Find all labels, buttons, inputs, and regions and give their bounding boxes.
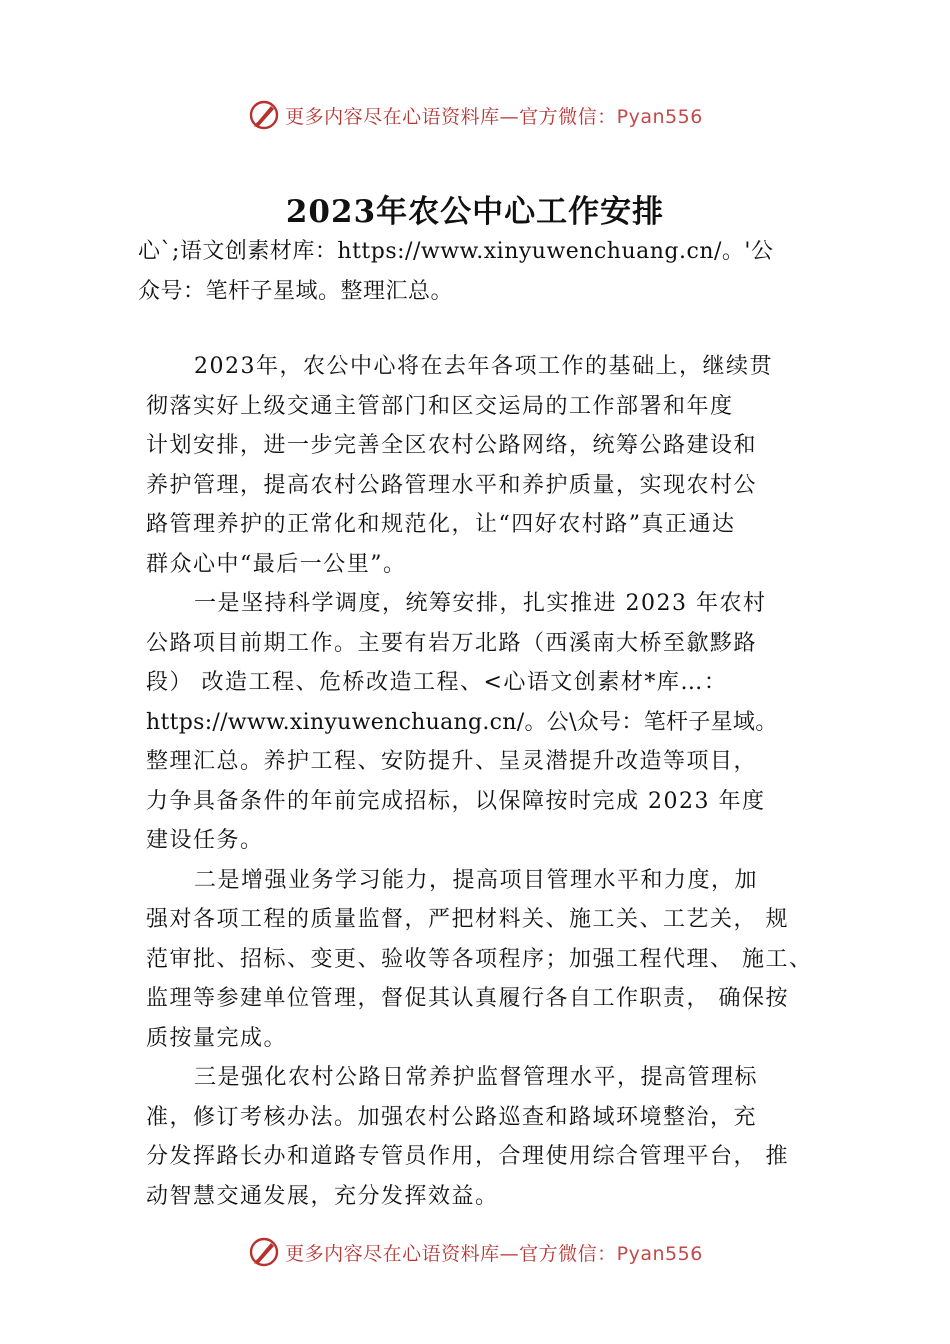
text-line: 路管理养护的正常化和规范化，让“四好农村路”真正通达 — [146, 512, 736, 537]
text-line: 段） 改造工程、危桥改造工程、<心语文创素材*库…： — [146, 670, 728, 695]
document-body — [138, 232, 836, 1216]
text-line: 三是强化农村公路日常养护监督管理水平，提高管理标 — [194, 1065, 759, 1090]
paragraph-intro — [146, 347, 836, 584]
text-line: 质按量完成。 — [146, 1025, 288, 1051]
paragraph-three — [146, 1058, 836, 1216]
source-note-line: 心`;语文创素材库：https://www.xinyuwenchuang.cn/。'公 — [138, 239, 774, 264]
banner-text: 更多内容尽在心语资料库—官方微信：Pyan556 — [285, 105, 703, 128]
wechat-id: Pyan556 — [616, 105, 703, 128]
text-line: 整理汇总。养护工程、安防提升、呈灵潜提升改造等项目， — [146, 749, 758, 774]
footer-banner — [0, 1232, 950, 1272]
text-line: 二是增强业务学习能力，提高项目管理水平和力度，加 — [194, 867, 759, 893]
text-line: 公路项目前期工作。主要有岩万北路（西溪南大桥至歙黟路 — [146, 630, 758, 656]
text-line: 动智慧交通发展，充分发挥效益。 — [146, 1183, 499, 1209]
text-line: 分发挥路长办和道路专管员作用，合理使用综合管理平台， 推 — [146, 1144, 789, 1169]
paragraph-two — [146, 861, 836, 1059]
page-title: 2023年农公中心工作安排 — [285, 194, 665, 230]
text-line: 监理等参建单位管理，督促其认真履行各自工作职责， 确保按 — [146, 986, 789, 1011]
header-banner — [0, 95, 950, 135]
text-line: 养护管理，提高农村公路管理水平和养护质量，实现农村公 — [146, 472, 758, 498]
text-line: 强对各项工程的质量监督，严把材料关、施工关、工艺关， 规 — [146, 907, 789, 932]
text-line: 准，修订考核办法。加强农村公路巡查和路域环境整治，充 — [146, 1104, 758, 1130]
text-line: 彻落实好上级交通主管部门和区交运局的工作部署和年度 — [146, 393, 734, 419]
banner-text: 更多内容尽在心语资料库—官方微信：Pyan556 — [285, 1242, 703, 1265]
text-line: 2023年，农公中心将在去年各项工作的基础上，继续贯 — [194, 354, 773, 379]
quill-pen-logo-icon — [247, 98, 281, 132]
text-line: 建设任务。 — [146, 828, 264, 853]
paragraph-one — [146, 584, 836, 861]
text-line: 一是坚持科学调度，统筹安排，扎实推进 2023 年农村 — [194, 591, 767, 616]
wechat-id: Pyan556 — [616, 1242, 703, 1265]
text-line: https://www.xinyuwenchuang.cn/。公\众号：笔杆子星域。 — [146, 709, 778, 735]
quill-pen-logo-icon — [247, 1235, 281, 1269]
source-note-line: 众号：笔杆子星域。整理汇总。 — [138, 278, 454, 304]
text-line: 计划安排，进一步完善全区农村公路网络，统筹公路建设和 — [146, 433, 758, 458]
text-line: 力争具备条件的年前完成招标，以保障按时完成 2023 年度 — [146, 788, 766, 814]
text-line: 群众心中“最后一公里”。 — [146, 551, 407, 577]
text-line: 范审批、招标、变更、验收等各项程序；加强工程代理、 施工、 — [146, 946, 813, 972]
